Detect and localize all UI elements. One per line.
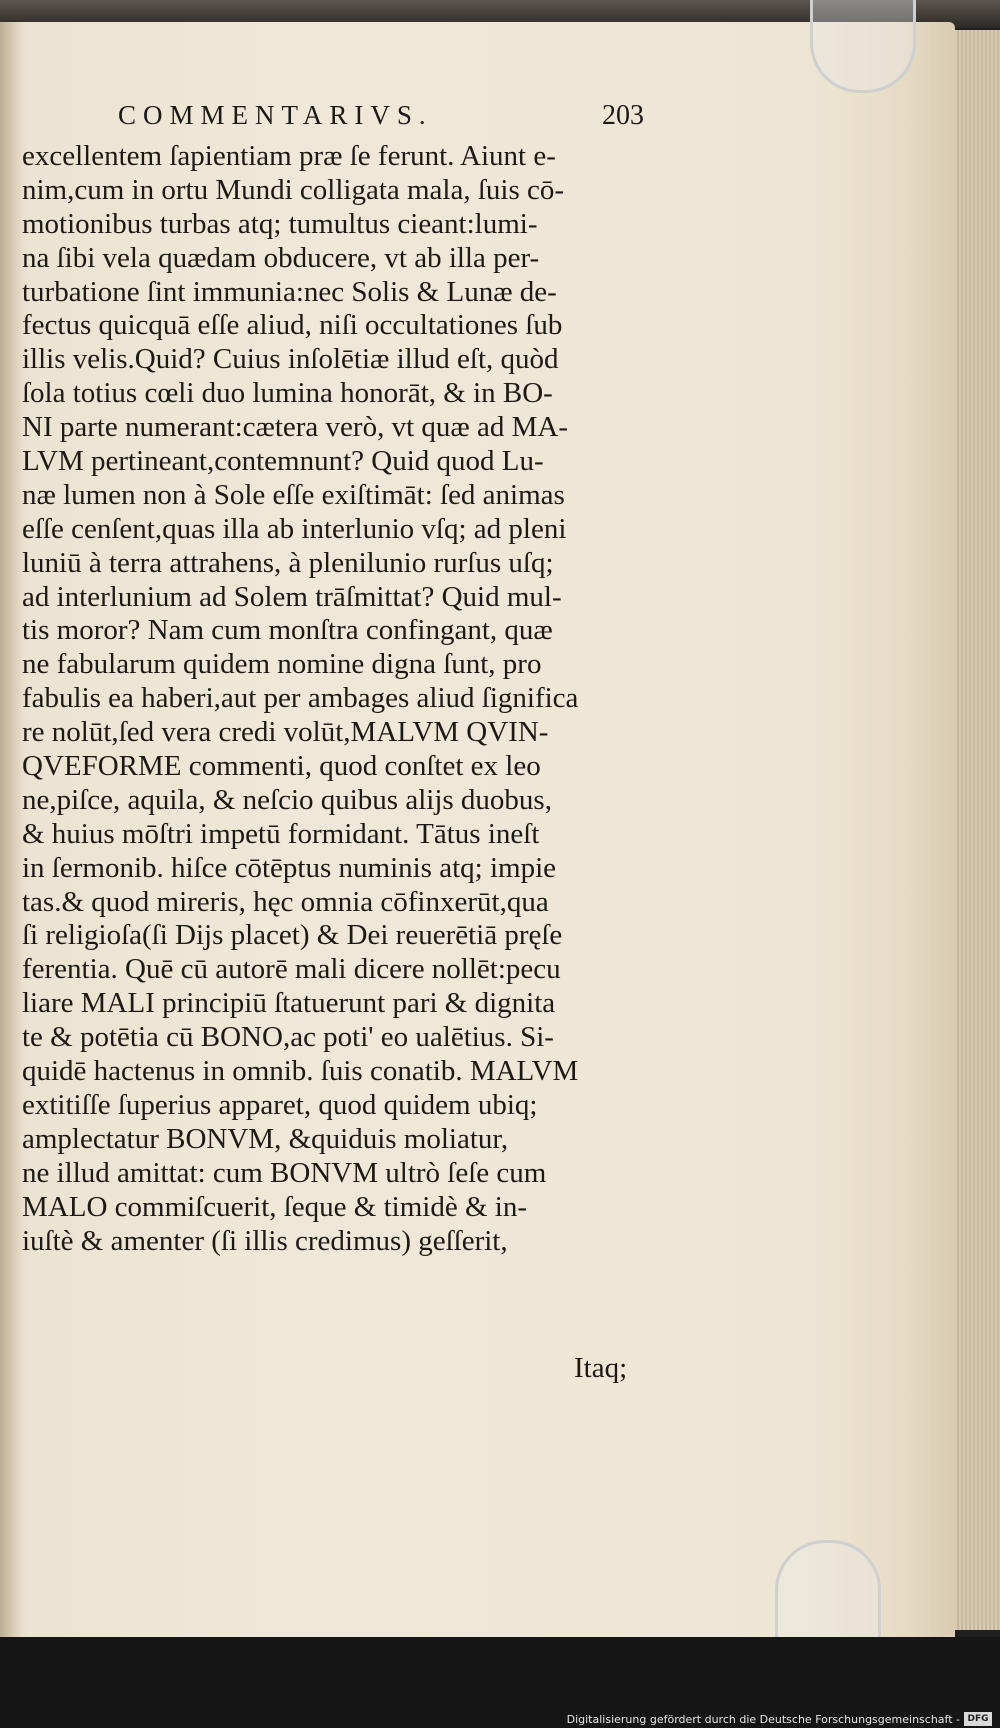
footer-bar: [0, 1637, 1000, 1728]
text-line: illis velis.Quid? Cuius inſolētiæ illud eſt, quòd: [22, 343, 559, 376]
page-gutter: [0, 22, 22, 1637]
text-line: ferentia. Quē cū autorē mali dicere nollēt:pecu: [22, 953, 561, 986]
text-line: NI parte numerant:cætera verò, vt quæ ad MA-: [22, 411, 568, 444]
page-number: 203: [602, 100, 644, 131]
text-line: liare MALI principiū ſtatuerunt pari & dignita: [22, 987, 556, 1020]
text-line: na ſibi vela quædam obducere, vt ab illa per-: [22, 241, 540, 274]
text-line: fabulis ea haberi,aut per ambages aliud ſignifica: [22, 682, 579, 715]
page-edges: [955, 30, 1000, 1630]
text-line: extitiſſe ſuperius apparet, quod quidem ubiq;: [22, 1088, 538, 1121]
text-line: quidē hactenus in omnib. ſuis conatib. MALVM: [22, 1055, 579, 1088]
funding-credit: Digitalisierung gefördert durch die Deutsche Forschungsgemeinschaft -: [566, 1713, 960, 1726]
text-line: ne fabularum quidem nomine digna ſunt, pro: [22, 648, 542, 681]
page-clip-top: [810, 0, 916, 93]
text-line: næ lumen non à Sole eſſe exiſtimāt: ſed animas: [22, 478, 565, 511]
text-line: tas.& quod mireris, hęc omnia cōfinxerūt,qua: [22, 885, 549, 918]
catchword: Itaq;: [574, 1352, 628, 1384]
text-line: ne,piſce, aquila, & neſcio quibus alijs duobus,: [22, 783, 552, 816]
text-line: luniū à terra attrahens, à plenilunio rurſus uſq;: [22, 546, 554, 579]
text-line: in ſermonib. hiſce cōtēptus numinis atq; impie: [22, 851, 556, 884]
text-line: iuſtè & amenter (ſi illis credimus) geſſerit,: [22, 1224, 508, 1257]
text-line: fectus quicquā eſſe aliud, niſi occultationes ſub: [22, 309, 563, 342]
text-line: re nolūt,ſed vera credi volūt,MALVM QVIN-: [22, 716, 549, 749]
text-line: LVM pertineant,contemnunt? Quid quod Lu-: [22, 445, 544, 478]
body-text: [22, 140, 672, 1258]
text-line: QVEFORME commenti, quod conſtet ex leo: [22, 750, 541, 783]
text-line: ſola totius cœli duo lumina honorāt, & in BO-: [22, 377, 553, 410]
running-head: COMMENTARIVS.: [118, 100, 433, 130]
text-line: & huius mōſtri impetū formidant. Tātus ineſt: [22, 817, 540, 850]
text-line: ad interlunium ad Solem trāſmittat? Quid mul-: [22, 580, 562, 613]
text-line: nim,cum in ortu Mundi colligata mala, ſuis cō-: [22, 173, 565, 206]
text-line: excellentem ſapientiam præ ſe ferunt. Aiunt e-: [22, 140, 556, 172]
dfg-logo: DFG: [964, 1712, 992, 1726]
text-line: amplectatur BONVM, &quiduis moliatur,: [22, 1122, 509, 1155]
text-line: ſi religioſa(ſi Dijs placet) & Dei reuerētiā pręſe: [22, 919, 563, 952]
text-line: turbatione ſint immunia:nec Solis & Lunæ de-: [22, 275, 557, 308]
text-line: ne illud amittat: cum BONVM ultrò ſeſe cum: [22, 1156, 547, 1189]
text-line: eſſe cenſent,quas illa ab interlunio vſq; ad pleni: [22, 512, 567, 545]
text-line: MALO commiſcuerit, ſeque & timidè & in-: [22, 1190, 527, 1223]
text-line: te & potētia cū BONO,ac poti' eo ualētius. Si-: [22, 1021, 554, 1054]
text-line: tis moror? Nam cum monſtra confingant, quæ: [22, 614, 553, 647]
text-line: motionibus turbas atq; tumultus cieant:lumi-: [22, 207, 538, 240]
